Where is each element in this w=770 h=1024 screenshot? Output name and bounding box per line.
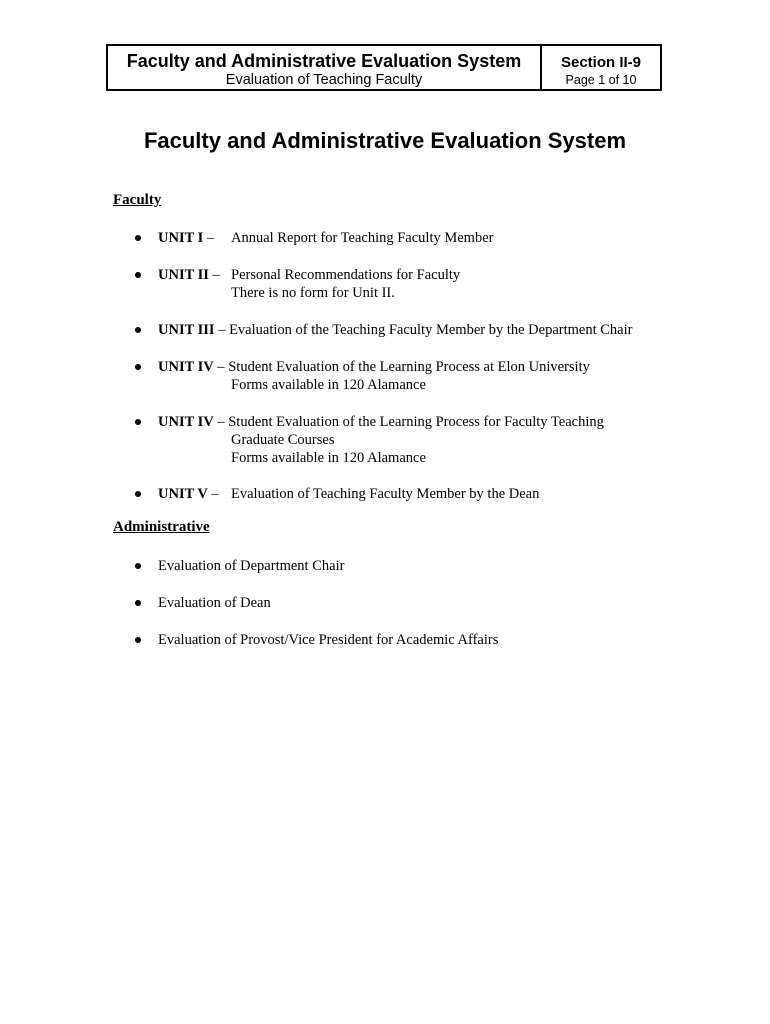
page-title: Faculty and Administrative Evaluation System [143,128,627,153]
header-title-cell [108,46,542,89]
unit-separator: – [214,322,230,338]
admin-item-label: Evaluation of Dean [158,595,271,611]
bullet-icon [135,600,141,606]
unit-separator: – [207,486,219,502]
unit-label: UNIT I [158,230,204,246]
faculty-heading: Faculty [113,192,162,208]
admin-item-label: Evaluation of Provost/Vice President for Academic Affairs [158,632,499,648]
page-number: Page 1 of 10 [565,73,637,87]
unit-description: Annual Report for Teaching Faculty Member [231,230,494,246]
admin-item-label: Evaluation of Department Chair [158,558,345,574]
unit-note: Forms available in 120 Alamance [231,377,426,393]
unit-label: UNIT II [158,267,209,283]
unit-description: Student Evaluation of the Learning Process at Elon University [228,359,590,375]
bullet-icon [135,364,141,370]
document-header [106,44,662,91]
bullet-icon [135,491,141,497]
unit-note: Forms available in 120 Alamance [231,450,426,466]
bullet-icon [135,327,141,333]
bullet-icon [135,637,141,643]
unit-heading [158,266,220,284]
bullet-icon [135,419,141,425]
administrative-heading: Administrative [113,519,210,535]
unit-description: Student Evaluation of the Learning Process for Faculty Teaching [228,414,604,430]
unit-description: Evaluation of Teaching Faculty Member by the Dean [231,486,540,502]
unit-heading [158,485,219,503]
unit-heading [158,229,214,247]
unit-separator: – [203,230,215,246]
bullet-icon [135,563,141,569]
section-number: Section II-9 [560,54,642,71]
unit-note: There is no form for Unit II. [231,285,395,301]
bullet-icon [135,272,141,278]
bullet-icon [135,235,141,241]
unit-label: UNIT V [158,486,208,502]
unit-heading [158,413,604,431]
unit-heading [158,358,590,376]
header-section-cell [542,46,660,89]
unit-description: Evaluation of the Teaching Faculty Member by the Department Chair [229,322,633,338]
unit-note: Graduate Courses [231,432,335,448]
unit-heading [158,321,632,339]
unit-separator: – [208,267,220,283]
header-subtitle: Evaluation of Teaching Faculty [225,72,423,88]
unit-separator: – [213,359,229,375]
unit-label: UNIT III [158,322,215,338]
unit-description: Personal Recommendations for Faculty [231,267,461,283]
unit-label: UNIT IV [158,414,214,430]
header-title: Faculty and Administrative Evaluation System [126,51,522,71]
unit-label: UNIT IV [158,359,214,375]
unit-separator: – [213,414,229,430]
